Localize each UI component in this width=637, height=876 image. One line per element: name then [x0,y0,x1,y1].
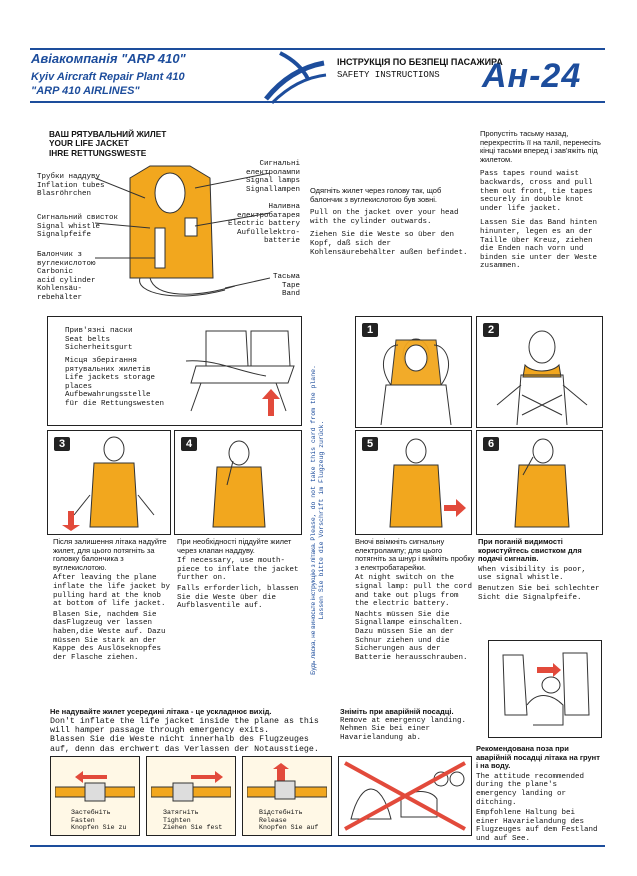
posture-de: Empfohlene Haltung bei einer Havarielandung des Flugzeuges auf dem Festland und auf See. [476,809,598,843]
step-2-badge: 2 [483,323,499,337]
step-4-text [177,538,301,611]
warning-de: Blassen Sie die Weste nicht innerhalb des Flugzeuges auf, denn das erchwert das Verlassen der Notausstiege. [50,735,319,754]
label-signal-lamps: Сигнальні електролампи Signal lamps Signallampen [245,160,300,194]
step-3-en: After leaving the plane inflate the life jacket by pulling hard at the knob at bottom of life jacket. [53,574,171,609]
tapes-en: Pass tapes round waist backwards, cross and pull them out front, tie tapes securely in double knot under life jacket. [480,170,593,213]
release-label: Відстебніть Release Knopfen Sie auf [259,809,319,832]
step-4-badge: 4 [181,437,197,451]
step-1-panel [355,316,472,428]
step-4-de: Falls erforderlich, blassen Sie die Weste über die Aufblasventile auf. [177,584,299,611]
remove-text [340,708,475,742]
posture-text [476,745,601,844]
step-3-de: Blasen Sie, nachdem Sie dasFlugzeug ver lassen haben,die Weste auf. Dazu müssen Sie stark an der Kappe des Auslöseknopfes der Flasche ziehen. [53,610,166,662]
life-jacket-title-de: IHRE RETTUNGSWESTE [49,147,147,158]
warning-en: Don't inflate the life jacket inside the plane as this will hamper passage through emergency exits. [50,716,319,735]
step-6-de: Benutzen Sie bei schlechter Sicht die Signalpfeife. [478,584,600,602]
step-5-panel [355,430,472,535]
release-panel [242,756,332,836]
step-2-panel [476,316,603,428]
fasten-label: Застебніть Fasten Knopfen Sie zu [71,809,127,832]
life-jacket-title [49,130,166,158]
airline-name-en: Kyiv Aircraft Repair Plant 410 [31,71,185,83]
step-6-ua: При поганій видимості користуйтесь свистком для подачі сигналів. [478,537,582,564]
step-4-en: If necessary, use mouth-piece to inflate the jacket further on. [177,557,299,583]
put-on-en: Pull on the jacket over your head with the cylinder outwards. [310,209,459,226]
label-tape: Тасьма Tape Band [272,273,300,299]
step-5-de: Nachts müssen Sie die Signallampe einschalten. Dazu müssen Sie an der Schnur ziehen und die Sicherungen aus der Batterie herausschrauben. [355,610,468,662]
step-5-ua: Вночі ввімкніть сигнальну електролампу; для цього потягніть за шнур і вийміть пробку з електробатарейки. [355,537,475,572]
notice-de: Lassen Sie bitte die Vorschrift im Flugzeug zurück. [318,420,325,620]
storage-panel [47,316,302,426]
tapes-de: Lassen Sie das Band hinten hinunter, legen es an der Taille über Kreuz, ziehen die Enden nach vorn und binden sie unter der Weste zusammen. [480,219,598,271]
notice-ua: Будь ласка, не виносьте інструкцію з літака. [310,542,317,675]
storage-places-label: Місця зберігання рятувальних жилетів Life jackets storage places Aufbewahrungsstelle für die Rettungswesten [65,357,165,408]
step-6-panel [476,430,603,535]
safety-title-en: SAFETY INSTRUCTIONS [337,70,440,80]
aircraft-type: Ан-24 [482,57,582,95]
life-jacket-title-ua: ВАШ РЯТУВАЛЬНИЙ ЖИЛЕТ [49,129,167,139]
step-3-ua: Після залишення літака надуйте жилет, для цього потягніть за головку балончика з вуглекислотою. [53,537,167,572]
step-4-panel [174,430,302,535]
put-on-instruction [310,187,470,257]
airline-brand: "ARP 410 AIRLINES" [31,85,140,97]
tapes-instruction [480,130,605,271]
label-co2-cylinder: Балончик з вуглекислотою Carbonic acid cylinder Kohlensäu- rebehälter [37,251,96,302]
step-5-en: At night switch on the signal lamp: pull the cord and take out plugs from the electric battery. [355,574,473,609]
posture-ua: Рекомендована поза при аварійній посадці літака на грунт і на воду. [476,744,600,771]
posture-en: The attitude recommended during the plane's emergency landing or ditching. [476,772,585,807]
remove-en: Remove at emergency landing. [340,716,467,725]
step-6-en: When visibility is poor, use signal whistle. [478,565,587,583]
warning-ua: Не надувайте жилет усередині літака - це ускладнює вихід. [50,707,272,716]
put-on-de: Ziehen Sie die Weste so über den Kopf, daß sich der Kohlensäurebehälter außen befindet. [310,231,468,257]
label-inflation-tubes: Трубки наддуву Inflation tubes Blasröhrchen [37,173,105,199]
tighten-label: Затягніть Tighten Ziehen Sie fest [163,809,223,832]
remove-ua: Зніміть при аварійній посадці. [340,707,454,716]
life-jacket-title-en: YOUR LIFE JACKET [49,138,129,149]
logo-mark [262,49,328,105]
label-signal-whistle: Сигнальний свисток Signal whistle Signalpfeife [37,214,119,240]
step-3-badge: 3 [54,437,70,451]
warning-text [50,708,330,754]
notice-en: Please, do not take this card from the plane. [310,365,317,541]
notice-text [310,365,326,675]
step-3-text [53,538,171,662]
vertical-notice [306,320,330,720]
fasten-panel [50,756,140,836]
header-bottom-rule [30,101,605,103]
seat-illustration [176,321,298,421]
safety-title-ua: ІНСТРУКЦІЯ ПО БЕЗПЕЦІ ПАСАЖИРА [337,57,503,67]
step-5-badge: 5 [362,437,378,451]
seat-belts-label: Прив'язні паски Seat belts Sicherheitsgurt [65,327,133,353]
step-3-panel [47,430,171,535]
step-1-badge: 1 [362,323,378,337]
label-electric-battery: Наливна електробатарея Electric battery Aufüllelektro- batterie [227,203,300,246]
tighten-panel [146,756,236,836]
remove-de: Nehmen Sie bei einer Havarielandung ab. [340,725,431,742]
step-5-text [355,538,475,662]
put-on-ua: Одягніть жилет через голову так, щоб балончик з вуглекислотою був зовні. [310,186,442,204]
step-6-badge: 6 [483,437,499,451]
remove-items-panel [338,756,472,836]
airline-name-ua: Авіакомпанія "ARP 410" [31,51,186,66]
tapes-ua: Пропустіть тасьму назад, перехрестіть її на талії, перенесіть кінці тасьми вперед і зав'яжіть під жилетом. [480,129,601,164]
step-6-text [478,538,604,602]
posture-panel [488,640,602,738]
life-jacket-diagram [95,158,270,308]
footer-rule [30,845,605,847]
step-4-ua: При необхідності піддуйте жилет через клапан наддуву. [177,537,292,555]
